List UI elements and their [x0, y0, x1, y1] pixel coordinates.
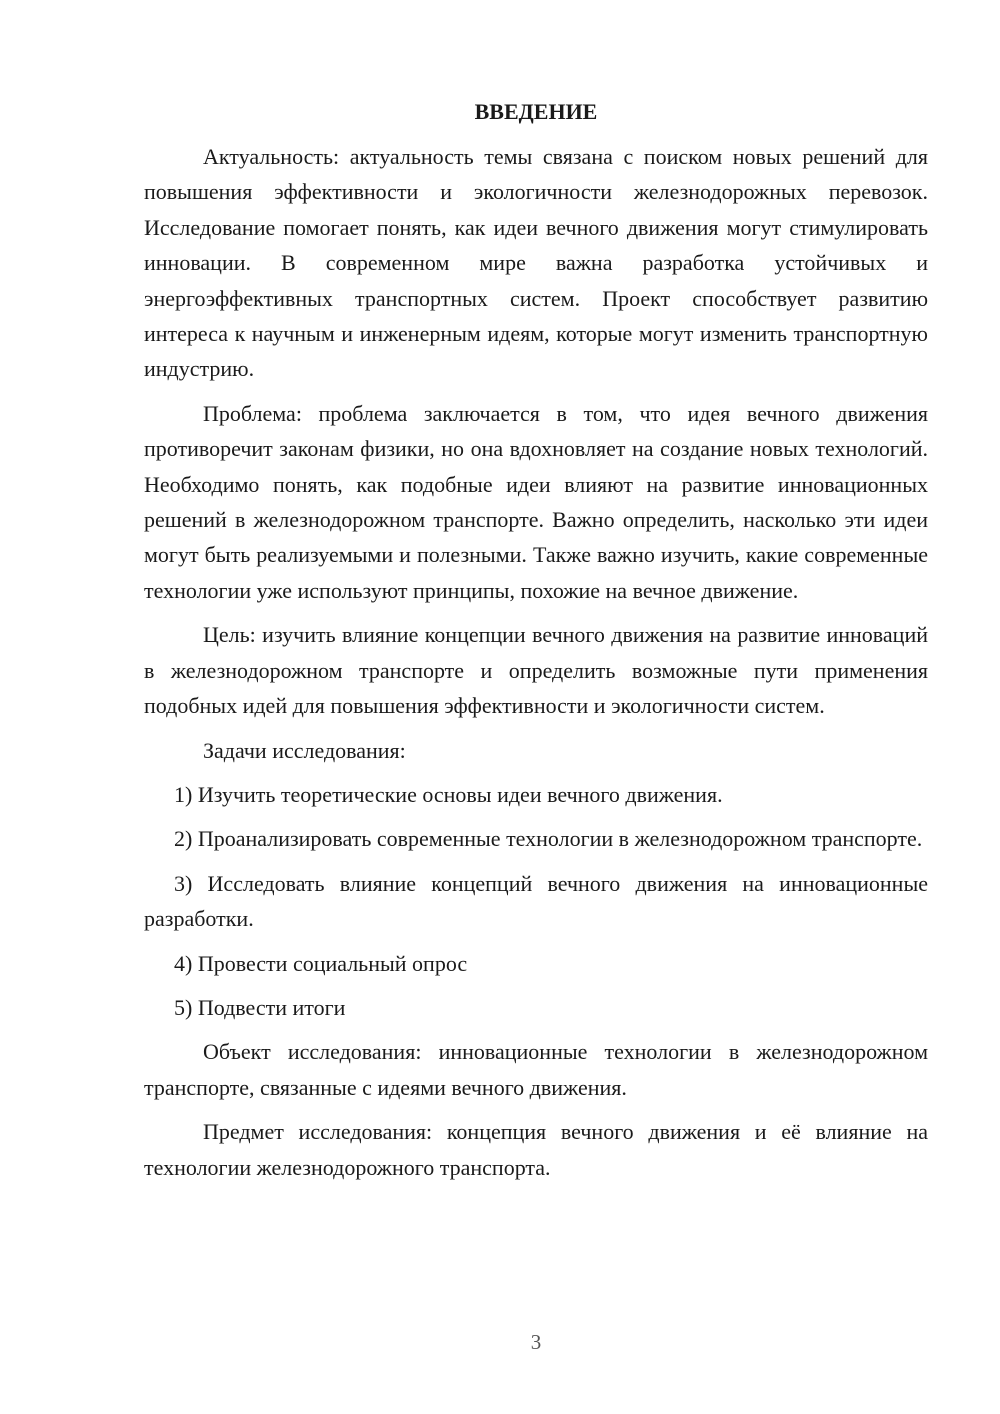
section-title: ВВЕДЕНИЕ [474, 99, 598, 124]
page-content [144, 94, 928, 1194]
task-item-5: 5) Подвести итоги [174, 994, 346, 1020]
relevance-paragraph: Актуальность: актуальность темы связана с поиском новых решений для повышения эффективности и экологичности железнодорожных перевозок. Исследование помогает понять, как идеи вечного движения могут стимулировать инновации. В современном мире важна разработка устойчивых и энергоэффективных транспортных систем. Проект способствует развитию интереса к научным и инженерным идеям, которые могут изменить транспортную индустрию. [144, 144, 928, 382]
task-item-4: 4) Провести социальный опрос [174, 950, 468, 976]
task-item-1: 1) Изучить теоретические основы идеи вечного движения. [174, 781, 723, 807]
tasks-heading: Задачи исследования: [203, 737, 406, 763]
task-item-3: 3) Исследовать влияние концепций вечного движения на инновационные разработки. [144, 870, 928, 932]
goal-paragraph: Цель: изучить влияние концепции вечного движения на развитие инноваций в железнодорожном транспорте и определить возможные пути применения подобных идей для повышения эффективности и экологичности систем. [144, 622, 928, 719]
problem-paragraph: Проблема: проблема заключается в том, что идея вечного движения противоречит законам физики, но она вдохновляет на создание новых технологий. Необходимо понять, как подобные идеи влияют на развитие инновационных решений в железнодорожном транспорте. Важно определить, насколько эти идеи могут быть реализуемыми и полезными. Также важно изучить, какие современные технологии уже используют принципы, похожие на вечное движение. [144, 400, 928, 603]
object-paragraph: Объект исследования: инновационные технологии в железнодорожном транспорте, связанные с идеями вечного движения. [144, 1039, 928, 1100]
page-number: 3 [530, 1330, 542, 1354]
subject-paragraph: Предмет исследования: концепция вечного движения и её влияние на технологии железнодорожного транспорта. [144, 1119, 928, 1180]
task-item-2: 2) Проанализировать современные технологии в железнодорожном транспорте. [174, 826, 923, 852]
